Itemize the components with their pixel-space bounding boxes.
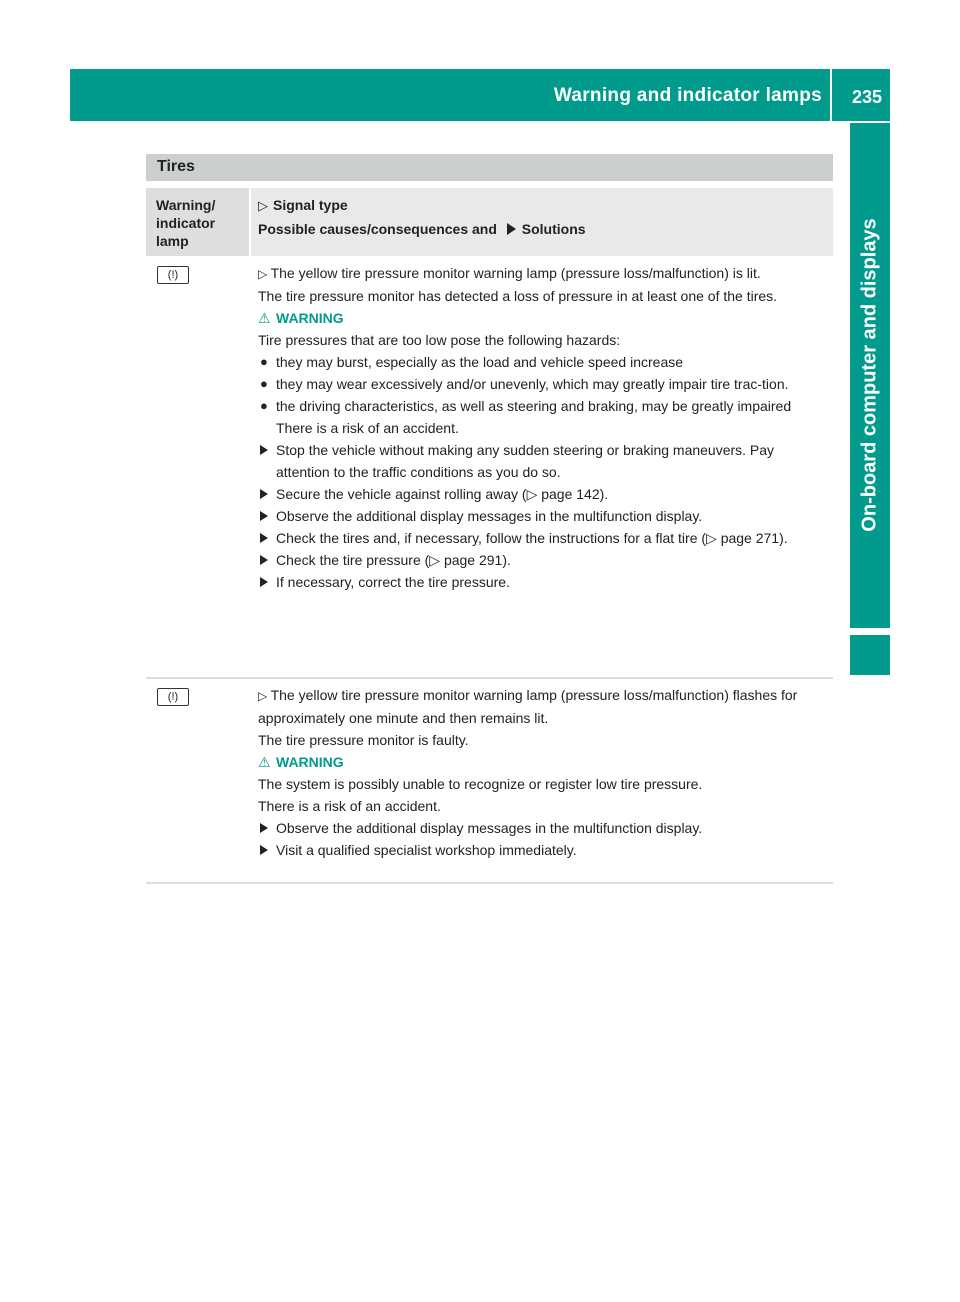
row-divider xyxy=(146,882,833,884)
page-header xyxy=(70,69,890,121)
bullet-icon: ● xyxy=(260,354,268,369)
action-item: Check the tires and, if necessary, follow the instructions for a flat tire (▷ page 271). xyxy=(258,527,828,549)
list-item: ● they may wear excessively and/or unevenly, which may greatly impair tire trac-tion. xyxy=(258,373,828,395)
column-header-lamp-label: Warning/ indicator lamp xyxy=(156,197,216,249)
row-divider xyxy=(146,677,833,679)
signal-triangle-icon: ▷ xyxy=(258,267,271,281)
cause-text: The tire pressure monitor is faulty. xyxy=(258,732,469,748)
bullet-icon: ● xyxy=(260,398,268,413)
bullet-icon: ● xyxy=(260,376,268,391)
action-item: Observe the additional display messages in the multifunction display. xyxy=(258,817,828,839)
chapter-title: Warning and indicator lamps xyxy=(553,85,822,106)
row-content xyxy=(258,262,828,593)
action-arrow-icon xyxy=(260,511,268,521)
action-arrow-icon xyxy=(260,845,268,855)
signal-text: The yellow tire pressure monitor warning lamp (pressure loss/malfunction) flashes for approximately one minute and then remains lit. xyxy=(258,687,798,726)
signal-triangle-icon: ▷ xyxy=(258,689,271,703)
tire-pressure-lamp-icon: (!) xyxy=(157,688,189,706)
warning-label: WARNING xyxy=(276,310,344,326)
row-content xyxy=(258,684,828,861)
signal-triangle-icon: ▷ xyxy=(258,198,268,213)
action-item: Stop the vehicle without making any sudden steering or braking maneuvers. Pay attention to the traffic conditions as you do so. xyxy=(258,439,828,483)
side-marker xyxy=(850,635,890,675)
action-arrow-icon xyxy=(260,577,268,587)
action-arrow-icon xyxy=(260,533,268,543)
column-header-details xyxy=(251,188,833,256)
column-header-lamp xyxy=(146,188,249,256)
signal-text: The yellow tire pressure monitor warning lamp (pressure loss/malfunction) is lit. xyxy=(270,265,761,281)
causes-label: Possible causes/consequences and xyxy=(258,221,497,237)
warning-triangle-icon: ⚠ xyxy=(258,310,271,326)
list-item: ● the driving characteristics, as well as steering and braking, may be greatly impaired xyxy=(258,395,828,417)
hazard-intro: The system is possibly unable to recognize or register low tire pressure. xyxy=(258,776,703,792)
warning-label: WARNING xyxy=(276,754,344,770)
risk-text: There is a risk of an accident. xyxy=(276,420,459,436)
tire-pressure-lamp-icon: (!) xyxy=(157,266,189,284)
header-divider xyxy=(830,69,832,121)
risk-text: There is a risk of an accident. xyxy=(258,798,441,814)
list-item: ● they may burst, especially as the load and vehicle speed increase xyxy=(258,351,828,373)
page-number: 235 xyxy=(851,87,882,107)
action-arrow-icon xyxy=(260,489,268,499)
section-title-bar xyxy=(146,154,833,181)
warning-triangle-icon: ⚠ xyxy=(258,754,271,770)
cause-text: The tire pressure monitor has detected a loss of pressure in at least one of the tires. xyxy=(258,288,778,304)
action-item: Check the tire pressure (▷ page 291). xyxy=(258,549,828,571)
action-arrow-icon xyxy=(260,823,268,833)
action-item: Secure the vehicle against rolling away (▷ page 142). xyxy=(258,483,828,505)
action-arrow-icon xyxy=(260,445,268,455)
solutions-arrow-icon xyxy=(507,223,516,235)
action-item: If necessary, correct the tire pressure. xyxy=(258,571,828,593)
action-item: Visit a qualified specialist workshop immediately. xyxy=(258,839,828,861)
action-arrow-icon xyxy=(260,555,268,565)
hazard-intro: Tire pressures that are too low pose the following hazards: xyxy=(258,332,621,348)
action-item: Observe the additional display messages in the multifunction display. xyxy=(258,505,828,527)
solutions-label: Solutions xyxy=(521,221,586,237)
side-tab-label: On-board computer and displays xyxy=(858,218,881,532)
section-title: Tires xyxy=(157,158,195,175)
signal-type-label: Signal type xyxy=(273,197,348,213)
